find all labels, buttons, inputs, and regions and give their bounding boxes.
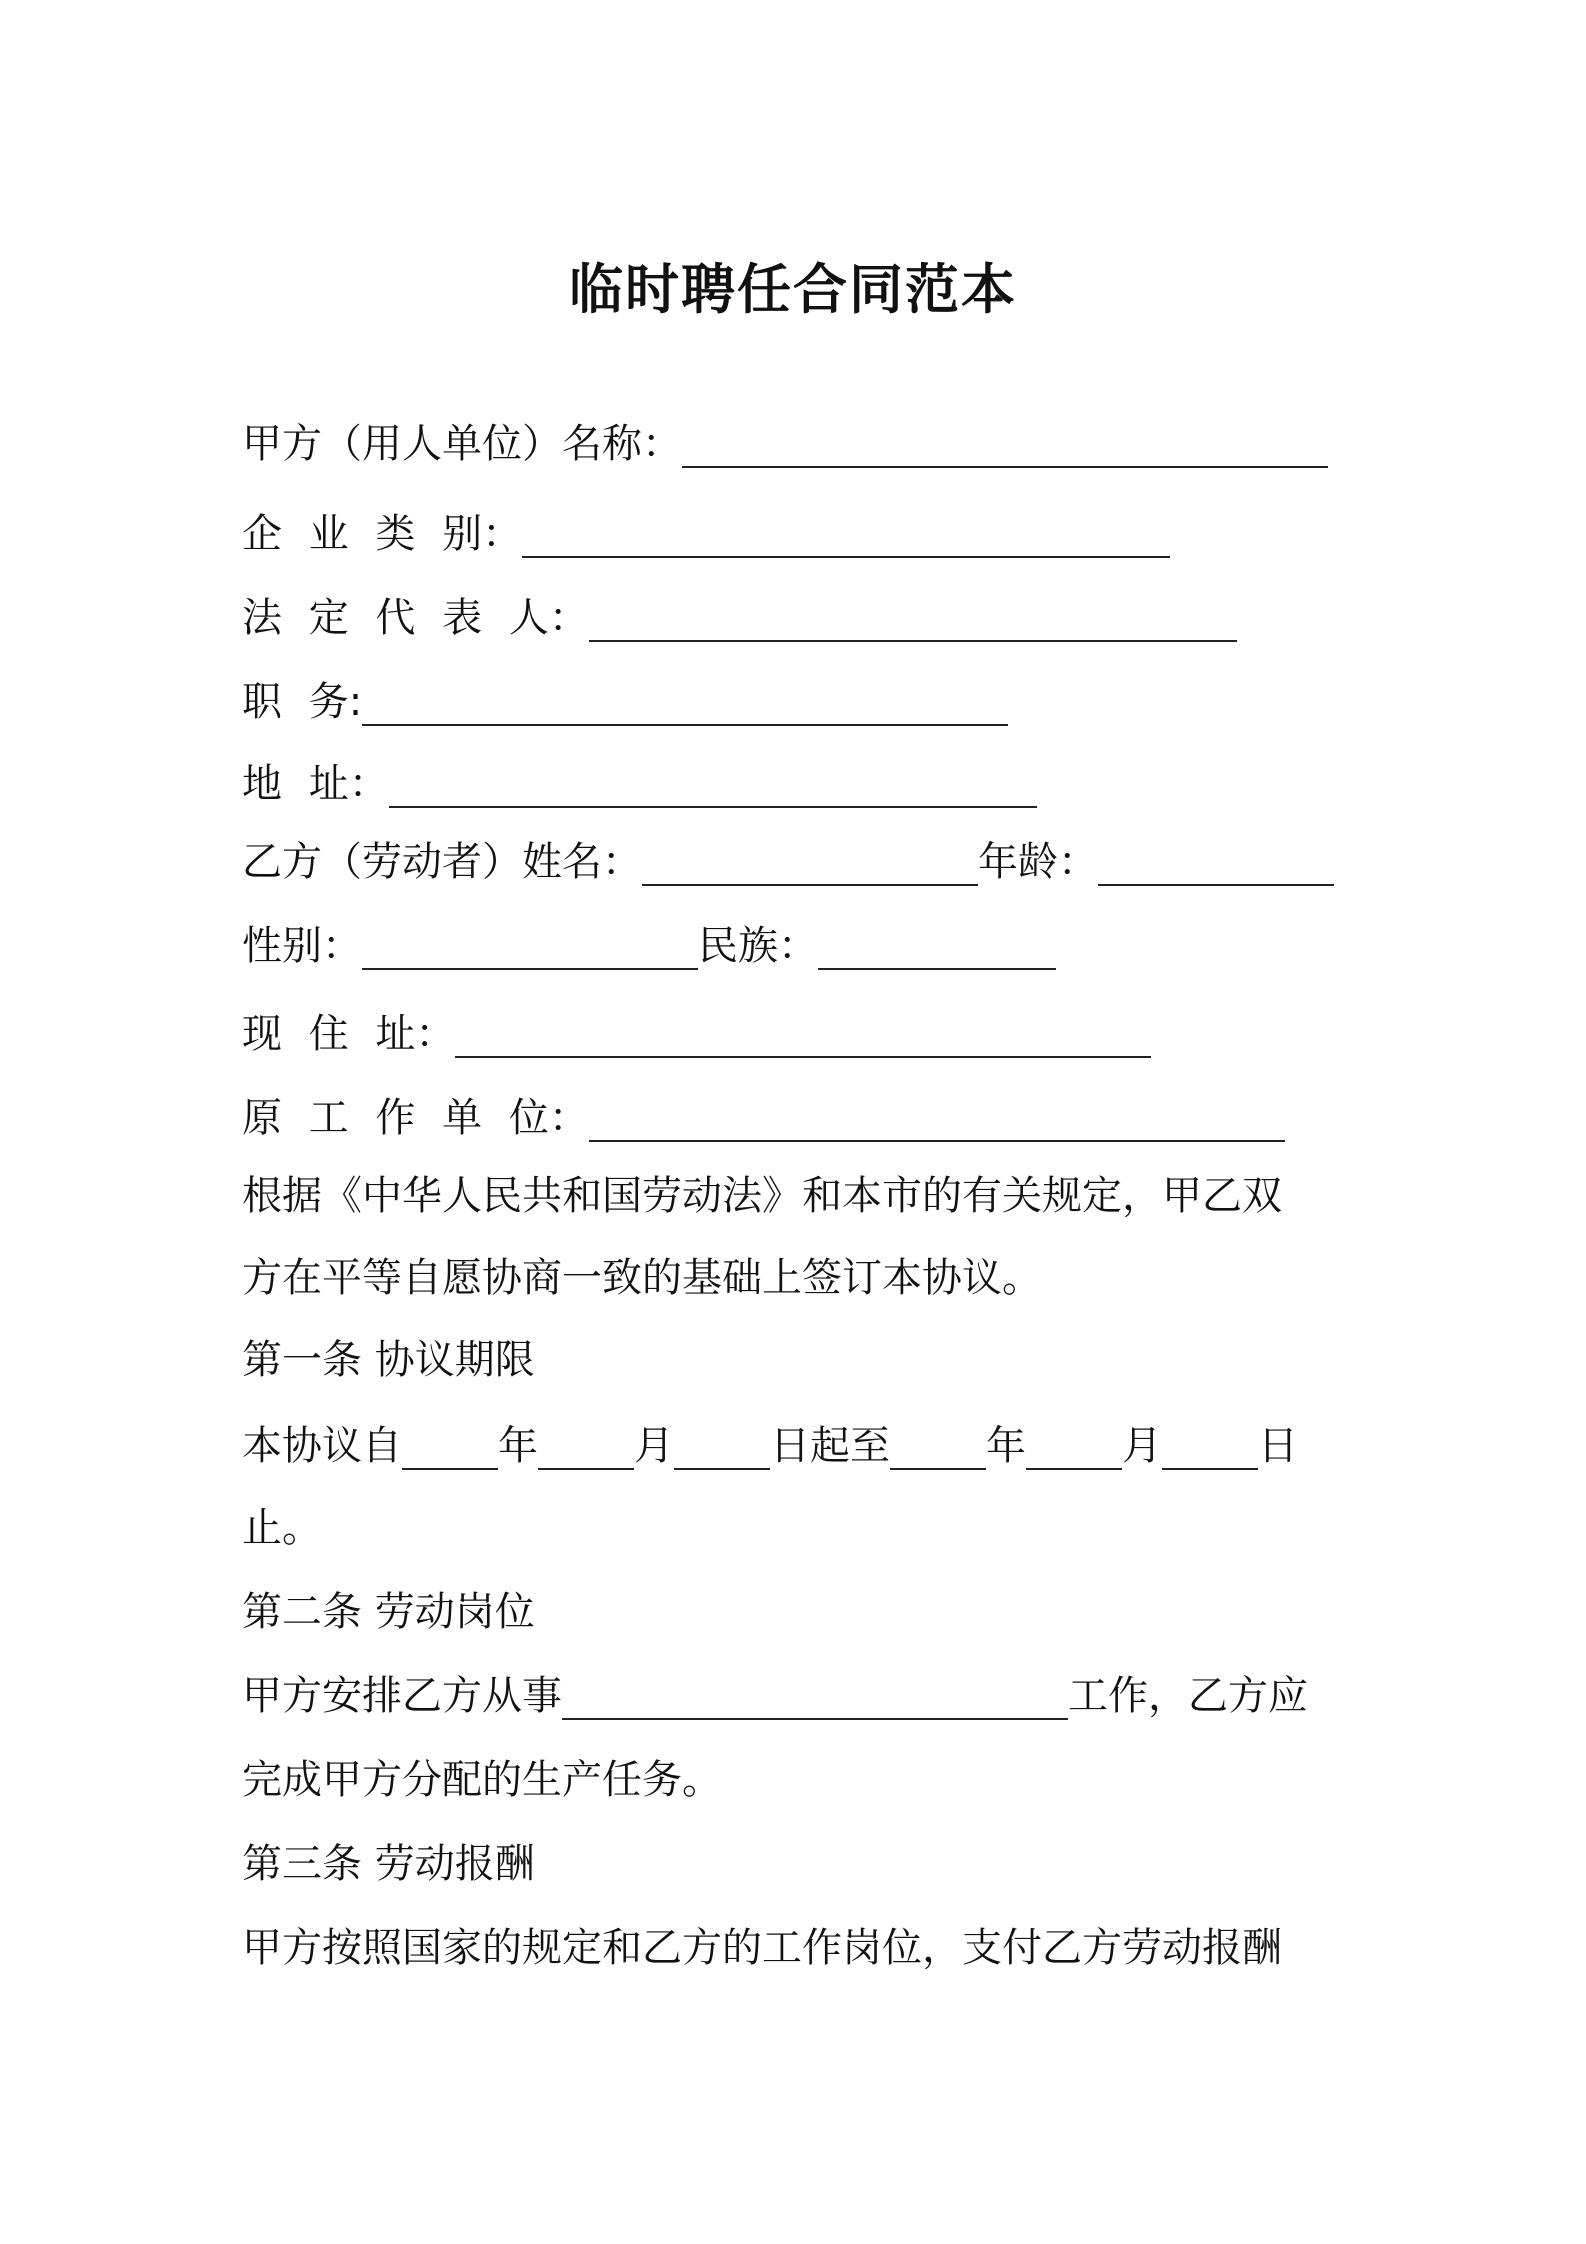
position-line bbox=[242, 674, 1008, 730]
article-2-text-line bbox=[242, 1668, 1308, 1724]
gender-blank bbox=[362, 930, 698, 970]
address-blank bbox=[389, 768, 1037, 808]
legal-rep-line bbox=[242, 590, 1237, 646]
document-title: 临时聘任合同范本 bbox=[569, 258, 1017, 321]
party-a-name-label: 甲方（用人单位）名称： bbox=[242, 421, 682, 467]
start-month-label: 月 bbox=[634, 1423, 674, 1469]
current-address-label: 现 住 址： bbox=[242, 1011, 456, 1057]
start-year-blank bbox=[402, 1430, 498, 1470]
address-line bbox=[242, 756, 1037, 812]
end-month-label: 月 bbox=[1122, 1423, 1162, 1469]
position-label: 职 务: bbox=[242, 679, 363, 725]
address-label: 地 址： bbox=[242, 761, 389, 807]
start-month-blank bbox=[538, 1430, 634, 1470]
ethnicity-label: 民族： bbox=[698, 923, 818, 969]
enterprise-category-label: 企 业 类 别： bbox=[242, 511, 523, 557]
legal-rep-label: 法 定 代 表 人： bbox=[242, 595, 589, 641]
end-year-label: 年 bbox=[986, 1423, 1026, 1469]
start-day-label: 日起至 bbox=[770, 1423, 890, 1469]
current-address-line bbox=[242, 1006, 1151, 1062]
gender-label: 性别： bbox=[242, 923, 362, 969]
article-1-end-text: 止。 bbox=[242, 1505, 322, 1551]
enterprise-category-blank bbox=[522, 518, 1170, 558]
former-employer-label: 原 工 作 单 位： bbox=[242, 1095, 589, 1141]
party-a-name-line bbox=[242, 416, 1328, 472]
party-b-name-line bbox=[242, 834, 1334, 890]
age-blank bbox=[1098, 846, 1334, 886]
end-day-blank bbox=[1162, 1430, 1258, 1470]
current-address-blank bbox=[455, 1018, 1151, 1058]
article-3-heading: 第三条 劳动报酬 bbox=[242, 1841, 535, 1887]
legal-rep-blank bbox=[589, 602, 1237, 642]
term-start-text: 本协议自 bbox=[242, 1423, 402, 1469]
party-b-name-blank bbox=[642, 846, 978, 886]
article-1-heading: 第一条 协议期限 bbox=[242, 1337, 535, 1383]
gender-line bbox=[242, 918, 1056, 974]
job-blank bbox=[562, 1680, 1068, 1720]
article-3-line-1: 甲方按照国家的规定和乙方的工作岗位，支付乙方劳动报酬 bbox=[242, 1925, 1282, 1971]
job-assign-text: 甲方安排乙方从事 bbox=[242, 1673, 562, 1719]
intro-paragraph-line-1: 根据《中华人民共和国劳动法》和本市的有关规定，甲乙双 bbox=[242, 1173, 1282, 1219]
start-year-label: 年 bbox=[498, 1423, 538, 1469]
start-day-blank bbox=[674, 1430, 770, 1470]
party-b-name-label: 乙方（劳动者）姓名： bbox=[242, 839, 642, 885]
ethnicity-blank bbox=[818, 930, 1056, 970]
former-employer-blank bbox=[589, 1102, 1285, 1142]
intro-paragraph-line-2: 方在平等自愿协商一致的基础上签订本协议。 bbox=[242, 1255, 1042, 1301]
former-employer-line bbox=[242, 1090, 1285, 1146]
end-month-blank bbox=[1026, 1430, 1122, 1470]
enterprise-category-line bbox=[242, 506, 1170, 562]
end-day-label: 日 bbox=[1258, 1423, 1298, 1469]
age-label: 年龄： bbox=[978, 839, 1098, 885]
end-year-blank bbox=[890, 1430, 986, 1470]
party-a-name-blank bbox=[682, 428, 1328, 468]
article-1-text-line bbox=[242, 1418, 1298, 1474]
position-blank bbox=[362, 686, 1008, 726]
article-2-heading: 第二条 劳动岗位 bbox=[242, 1589, 535, 1635]
job-assign-end-text: 工作，乙方应 bbox=[1068, 1673, 1308, 1719]
article-2-line-2: 完成甲方分配的生产任务。 bbox=[242, 1757, 722, 1803]
